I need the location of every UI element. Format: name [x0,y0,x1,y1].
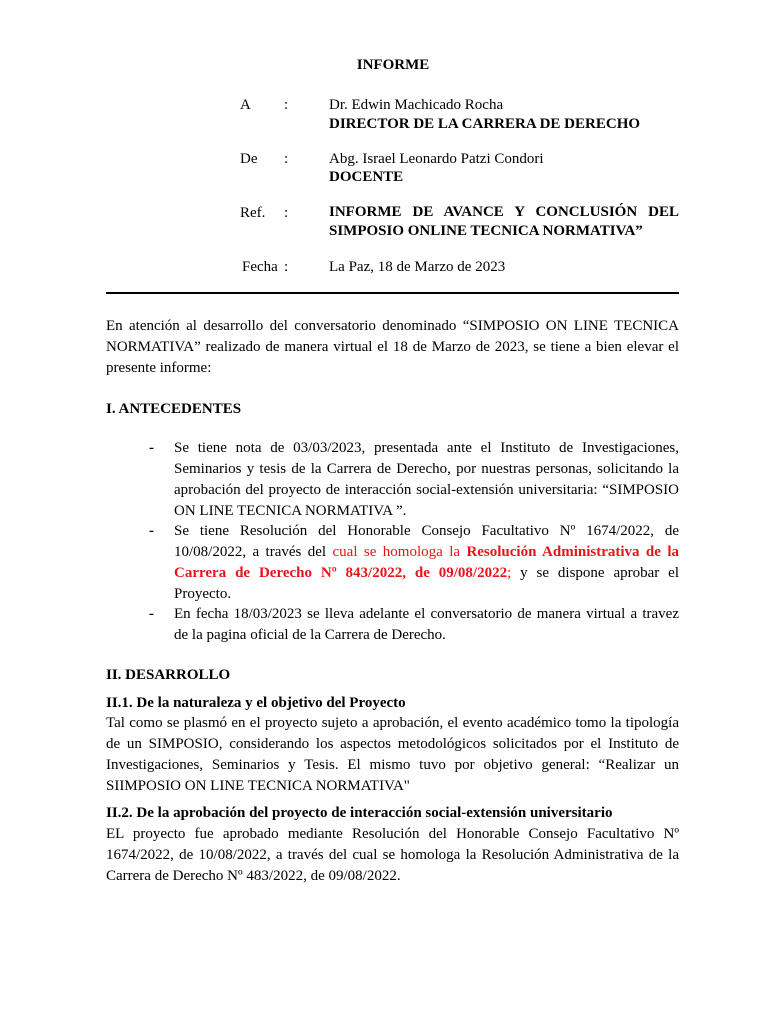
header-to-role: DIRECTOR DE LA CARRERA DE DERECHO [329,116,641,132]
header-ref-label: Ref. [240,205,266,221]
subsection-2-2-heading: II.2. De la aprobación del proyecto de interacción social-extensión universitario [106,805,613,821]
header-to-colon: : [284,97,289,113]
antecedent-item-3: En fecha 18/03/2023 se lleva adelante el conversatorio de manera virtual a travez de la pagina oficial de la Carrera de Derecho. [174,606,679,643]
item-2-text-red-bold: Resolución Administrativa de la Carrera de Derecho Nº 843/2022, de 09/08/2022 [174,544,679,581]
subsection-2-1-text: Tal como se plasmó en el proyecto sujeto a aprobación, el evento académico tomo la tipología de un SIMPOSIO, considerando los aspectos metodológicos solicitados por el Instituto de Investigaciones, Seminarios y Tesis. El mismo tuvo por objetivo general: “Realizar un SIIMPOSIO ON LINE TECNICA NORMATIVA" [106,715,679,794]
section-1-heading: I. ANTECEDENTES [106,401,242,417]
antecedent-item-2 [174,521,679,605]
header-date-colon: : [284,259,289,275]
header-date-value: La Paz, 18 de Marzo de 2023 [329,259,506,275]
item-2-text-b: y se dispone aprobar el Proyecto. [174,565,679,602]
item-2-text-red: cual se homologa la [332,544,467,560]
header-from-colon: : [284,151,289,167]
header-from-label: De [240,151,258,167]
document-title: INFORME [356,57,430,73]
header-to-name: Dr. Edwin Machicado Rocha [329,97,504,113]
subsection-2-1-heading: II.1. De la naturaleza y el objetivo del Proyecto [106,695,406,711]
bullet-1-marker: - [149,440,154,456]
section-2-heading: II. DESARROLLO [106,667,231,683]
header-to-label: A [240,97,251,113]
intro-paragraph: En atención al desarrollo del conversatorio denominado “SIMPOSIO ON LINE TECNICA NORMATIVA” realizado de manera virtual el 18 de Marzo de 2023, se tiene a bien elevar el presente informe: [106,318,679,376]
header-date-label: Fecha [242,259,278,275]
header-ref-colon: : [284,205,289,221]
header-from-role: DOCENTE [329,169,404,185]
header-divider [106,292,679,294]
item-2-text-a: Se tiene Resolución del Honorable Consejo Facultativo Nº 1674/2022, de 10/08/2022, a través del [174,523,679,560]
header-from-name: Abg. Israel Leonardo Patzi Condori [329,151,544,167]
antecedent-item-1: Se tiene nota de 03/03/2023, presentada ante el Instituto de Investigaciones, Seminarios y tesis de la Carrera de Derecho, por nuestras personas, solicitando la aprobación del proyecto de interacción social-extensión universitaria: “SIMPOSIO ON LINE TECNICA NORMATIVA ”. [174,440,679,519]
subsection-2-2-text: EL proyecto fue aprobado mediante Resolución del Honorable Consejo Facultativo Nº 1674/2022, de 10/08/2022, a través del cual se homologa la Resolución Administrativa de la Carrera de Derecho Nº 483/2022, de 09/08/2022. [106,826,679,884]
header-ref-value: INFORME DE AVANCE Y CONCLUSIÓN DEL SIMPOSIO ONLINE TECNICA NORMATIVA” [329,204,679,239]
item-2-text-red-semicolon: ; [507,565,512,581]
bullet-3-marker: - [149,606,154,622]
bullet-2-marker: - [149,523,154,539]
